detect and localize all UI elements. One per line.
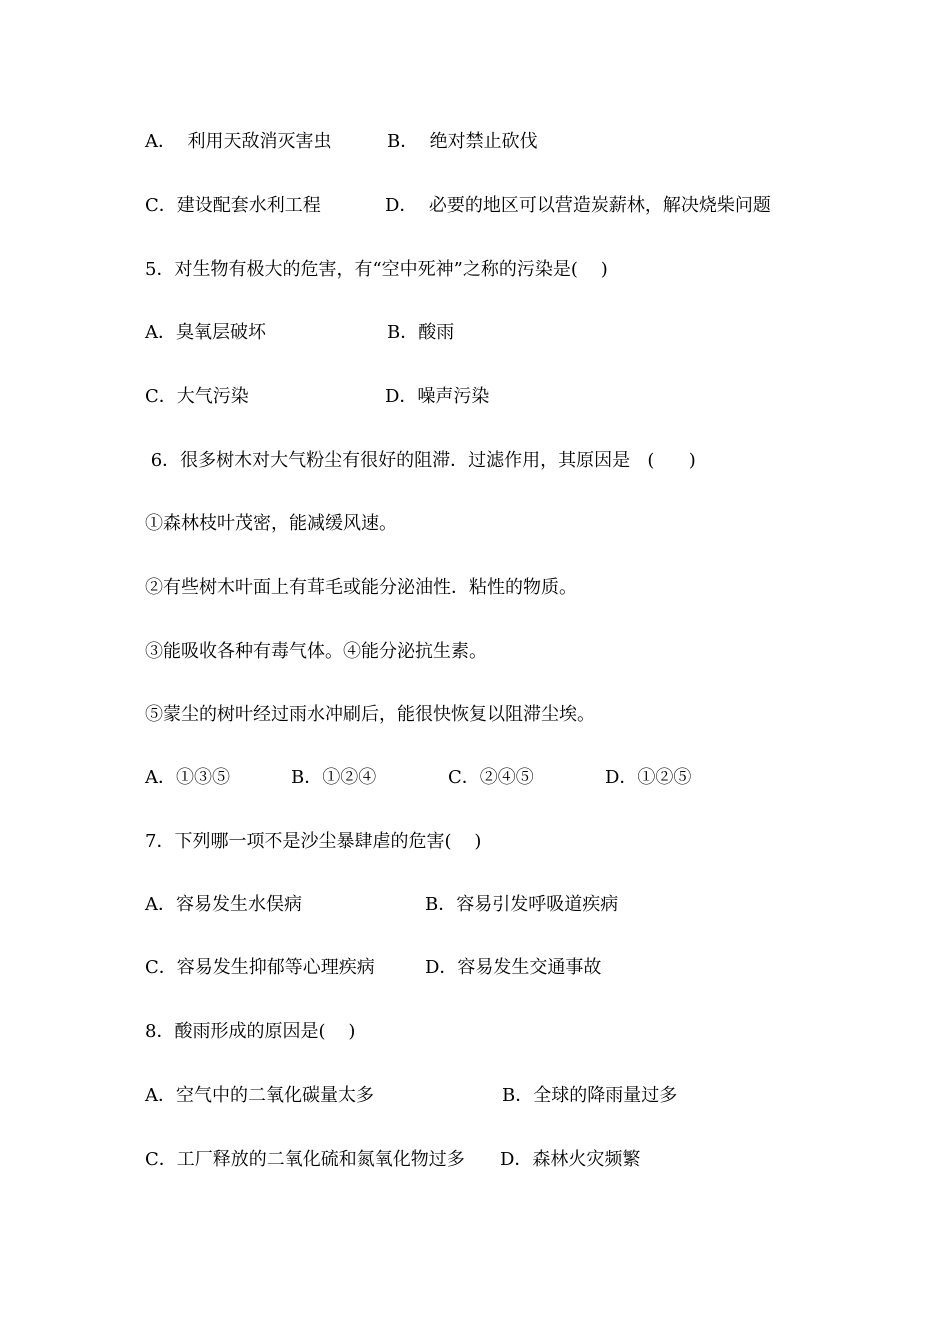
- q6-statement-3-4: ③能吸收各种有毒气体。④能分泌抗生素。: [145, 641, 487, 662]
- q5-option-c: C．大气污染: [145, 386, 249, 407]
- q6-statement-5: ⑤蒙尘的树叶经过雨水冲刷后，能很快恢复以阻滞尘埃。: [145, 704, 595, 725]
- q5-option-b: B．酸雨: [387, 322, 455, 343]
- q8-options-row-1: [145, 1082, 678, 1110]
- q8-stem: 8．酸雨形成的原因是( ): [145, 1021, 356, 1042]
- q5-option-a: A．臭氧层破坏: [145, 322, 266, 343]
- q6-statement-2: ②有些树木叶面上有茸毛或能分泌油性．粘性的物质。: [145, 577, 577, 598]
- q6-option-a: A．①③⑤: [145, 767, 230, 788]
- q4-options-row-1: [145, 128, 538, 156]
- q4-option-b: B． 绝对禁止砍伐: [387, 131, 538, 152]
- q4-option-d: D． 必要的地区可以营造炭薪林，解决烧柴问题: [385, 195, 771, 216]
- q5-stem: 5．对生物有极大的危害，有“空中死神”之称的污染是( ): [145, 259, 608, 280]
- q7-options-row-1: [145, 891, 619, 919]
- q7-option-a: A．容易发生水俣病: [145, 894, 302, 915]
- q6-options-row: [145, 764, 692, 792]
- q5-options-row-1: [145, 319, 455, 347]
- q6-option-d: D．①②⑤: [605, 767, 692, 788]
- q7-options-row-2: [145, 954, 602, 982]
- q6-option-c: C．②④⑤: [448, 767, 534, 788]
- q4-option-c: C．建设配套水利工程: [145, 195, 321, 216]
- q7-stem: 7．下列哪一项不是沙尘暴肆虐的危害( ): [145, 831, 482, 852]
- q6-statement-1: ①森林枝叶茂密，能减缓风速。: [145, 513, 397, 534]
- q7-option-d: D．容易发生交通事故: [425, 957, 602, 978]
- q4-options-row-2: [145, 192, 771, 220]
- q5-option-d: D．噪声污染: [385, 386, 490, 407]
- q7-option-c: C．容易发生抑郁等心理疾病: [145, 957, 375, 978]
- q8-option-a: A．空气中的二氧化碳量太多: [145, 1085, 374, 1106]
- q6-option-b: B．①②④: [291, 767, 377, 788]
- q4-option-a: A． 利用天敌消灭害虫: [145, 131, 332, 152]
- q5-options-row-2: [145, 383, 490, 411]
- q8-option-b: B．全球的降雨量过多: [502, 1085, 678, 1106]
- q8-option-c: C．工厂释放的二氧化硫和氮氧化物过多: [145, 1149, 465, 1170]
- q6-stem: 6．很多树木对大气粉尘有很好的阻滞．过滤作用，其原因是 ( ): [145, 450, 696, 471]
- q8-option-d: D．森林火灾频繁: [500, 1149, 641, 1170]
- q7-option-b: B．容易引发呼吸道疾病: [425, 894, 619, 915]
- q8-options-row-2: [145, 1146, 641, 1174]
